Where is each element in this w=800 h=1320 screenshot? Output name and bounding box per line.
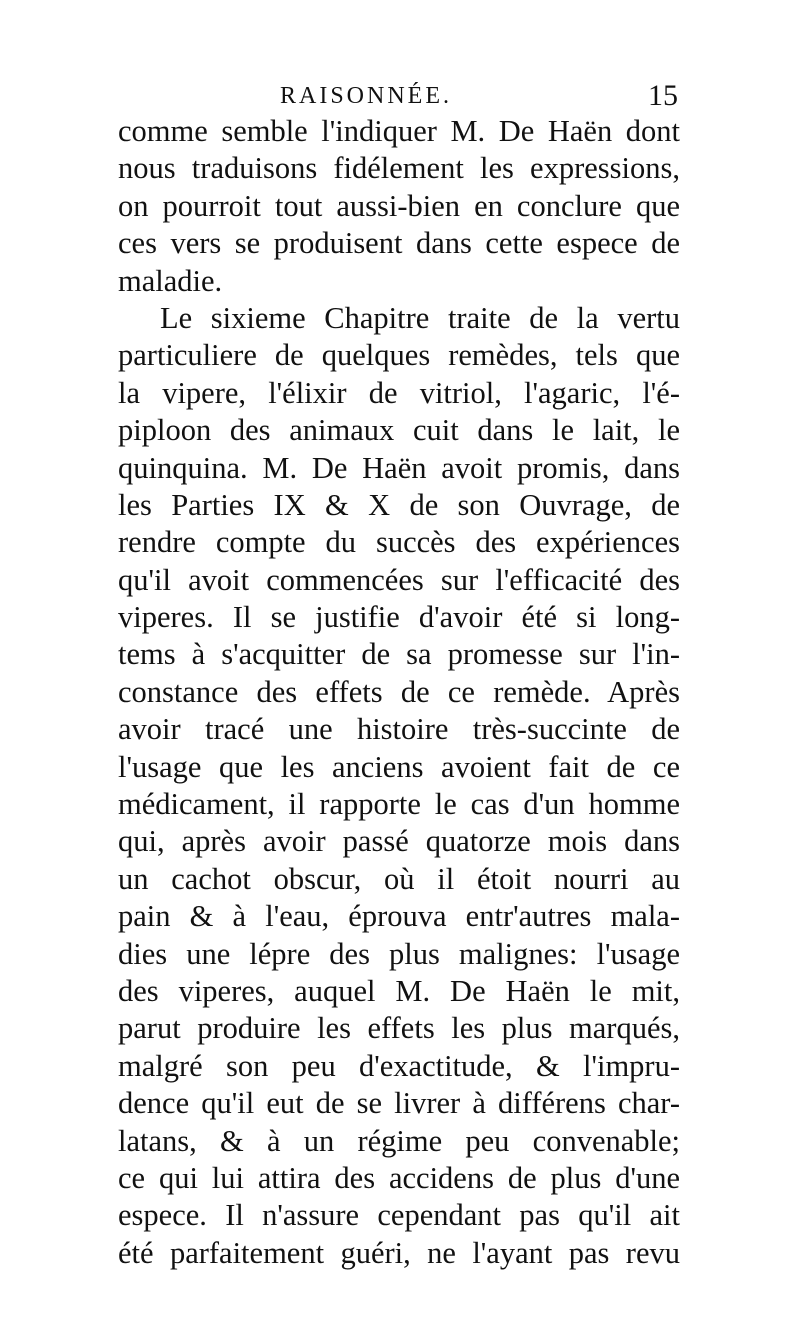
text-line: on pourroit tout aussi-bien en conclure que	[118, 188, 680, 223]
text-line: été parfaitement guéri, ne l'ayant pas revu	[118, 1235, 680, 1270]
text-line: la vipere, l'élixir de vitriol, l'agaric, l'é-	[118, 375, 680, 410]
text-line: pain & à l'eau, éprouva entr'autres mala-	[118, 899, 680, 934]
page-header	[118, 76, 678, 116]
text-line: dence qu'il eut de se livrer à différens char-	[118, 1086, 680, 1121]
text-line: malgré son peu d'exactitude, & l'impru-	[118, 1048, 680, 1083]
text-line: tems à s'acquitter de sa promesse sur l'in-	[118, 637, 680, 672]
text-line: les Parties IX & X de son Ouvrage, de	[118, 487, 680, 522]
text-line: espece. Il n'assure cependant pas qu'il ait	[118, 1198, 680, 1233]
text-line: médicament, il rapporte le cas d'un homme	[118, 787, 680, 822]
text-line: des viperes, auquel M. De Haën le mit,	[118, 973, 680, 1008]
text-line: avoir tracé une histoire très-succinte de	[118, 712, 680, 747]
text-line: piploon des animaux cuit dans le lait, le	[118, 413, 680, 448]
text-line: maladie.	[118, 263, 223, 298]
text-line: latans, & à un régime peu convenable;	[118, 1123, 680, 1158]
text-line: l'usage que les anciens avoient fait de ce	[118, 749, 680, 784]
text-line: quinquina. M. De Haën avoit promis, dans	[118, 450, 680, 485]
text-line: nous traduisons fidélement les expressions,	[118, 151, 680, 186]
text-line: Le sixieme Chapitre traite de la vertu	[160, 300, 680, 335]
text-line: rendre compte du succès des expériences	[118, 525, 680, 560]
body-text	[118, 113, 680, 1272]
text-line: ce qui lui attira des accidens de plus d'une	[118, 1160, 680, 1195]
text-line: qui, après avoir passé quatorze mois dans	[118, 824, 680, 859]
text-line: dies une lépre des plus malignes: l'usage	[118, 936, 680, 971]
text-line: parut produire les effets les plus marqués,	[118, 1011, 680, 1046]
text-line: ces vers se produisent dans cette espece de	[118, 226, 680, 261]
text-line: qu'il avoit commencées sur l'efficacité des	[118, 562, 680, 597]
text-line: un cachot obscur, où il étoit nourri au	[118, 861, 680, 896]
running-head: RAISONNÉE.	[280, 83, 452, 109]
text-line: viperes. Il se justifie d'avoir été si long-	[118, 600, 680, 635]
text-line: particuliere de quelques remèdes, tels que	[118, 338, 680, 373]
text-line: comme semble l'indiquer M. De Haën dont	[118, 114, 680, 148]
page-number: 15	[648, 79, 678, 112]
text-line: constance des effets de ce remède. Après	[118, 674, 680, 709]
